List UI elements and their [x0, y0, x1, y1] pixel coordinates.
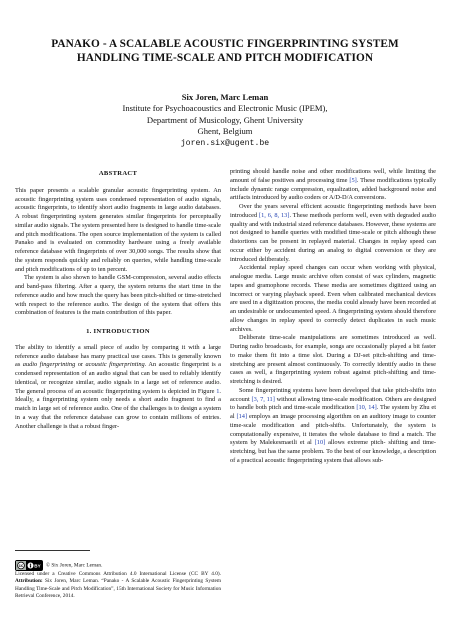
creative-commons-icon	[15, 560, 43, 571]
right-paragraph-2	[230, 203, 436, 264]
figure-reference-link[interactable]: 1	[216, 387, 220, 395]
intro-text-c: . An acoustic fingerprint is a condensed representation of an audio signal that can be used to reliably identify identical, or recognize similar, audio signals in a large set of reference audio. The general process of an acoustic fingerprinting system is depicted in Figure	[15, 361, 221, 395]
citation-link[interactable]: [14]	[236, 413, 248, 420]
right-p5-text-b: without allowing time-scale modification. Others are designed to handle both pitch and time-scale modification	[230, 395, 436, 412]
affiliation-line-1: Institute for Psychoacoustics and Electronic Music (IPEM),	[122, 103, 328, 114]
attribution-label: Attribution:	[15, 578, 43, 585]
license-footnote	[15, 560, 221, 600]
license-text	[15, 571, 221, 600]
intro-emphasis-1: audio fingerprinting	[22, 361, 76, 369]
footnote-rule	[15, 550, 90, 551]
svg-text:cc: cc	[18, 563, 24, 569]
author-block	[20, 92, 430, 149]
right-column	[230, 168, 436, 466]
copyright-text: © Six Joren, Marc Leman.	[46, 562, 103, 569]
right-p5-text-d: employs an image processing algorithm on an auditory image to counter time-scale modification and pitch-shifts. Unfortunately, the system is computationally expensive, it iterates the whole database to find a match. The system by Malekesmaeili et al	[230, 413, 437, 447]
intro-emphasis-2: acoustic fingerprinting	[85, 361, 145, 369]
author-names: Six Joren, Marc Leman	[181, 92, 269, 102]
introduction-paragraph-1	[15, 344, 221, 432]
title-line-1: PANAKO - A SCALABLE ACOUSTIC FINGERPRINTING SYSTEM	[51, 38, 399, 50]
right-p5-text-e: allows extreme pitch- shifting and time-stretching, but has the same problem. To the best of our knowledge, a description of a practical acoustic fingerprinting system that allows sub-	[230, 439, 436, 464]
left-column	[15, 168, 221, 431]
citation-link[interactable]: [1, 6, 8, 13]	[259, 211, 290, 219]
right-paragraph-1	[230, 168, 436, 203]
citation-link[interactable]: [10]	[314, 439, 326, 447]
right-p1-text-a: printing should handle noise and other modifications well, while limiting the amount of false positives and processing time	[230, 168, 436, 184]
paper-title	[20, 38, 430, 65]
citation-link[interactable]: [5]	[349, 176, 357, 184]
affiliation-line-2: Department of Musicology, Ghent University	[146, 114, 304, 125]
intro-text-a: The ability to identify a small piece of audio by comparing it with a large reference audio database has many practical use cases. This is generally known as	[15, 343, 221, 369]
svg-text:BY: BY	[34, 563, 41, 569]
abstract-paragraph-2: The system is also shown to handle GSM-compression, several audio effects and band-pass filtering. After a query, the system returns the start time in the reference audio and how much the query has been pitch-shifted or time-stretched with respect to the reference audio. The design of the system that offers this combination of features is the main contribution of this paper.	[15, 274, 221, 317]
author-email[interactable]: joren.six@ugent.be	[180, 138, 270, 148]
right-p2-text-b: . These methods perform well, even with degraded audio quality and with industrial sized reference databases. However, these systems are not designed to handle queries with modified time-scale or pitch although these distortions can be present in replayed material. Changes in replay speed can occur either by accident during an analog to digital conversion or they are introduced deliberately.	[230, 211, 436, 263]
citation-link[interactable]: [10, 14]	[356, 404, 377, 412]
right-paragraph-5	[230, 387, 436, 466]
right-p1-text-b: . These modifications typically include dynamic range compression, equalization, added background noise and artifacts introduced by audio coders or A/D-D/A conversions.	[230, 176, 436, 202]
right-p2-text-a: Over the years several efficient acoustic fingerprinting methods have been introduced	[230, 203, 436, 219]
right-p5-text-c: . The system by Zhu et al	[230, 404, 436, 420]
abstract-heading: ABSTRACT	[98, 170, 138, 177]
citation-link[interactable]: [3, 7, 11]	[251, 395, 275, 403]
author-location: Ghent, Belgium	[197, 126, 253, 137]
copyright-line	[15, 560, 221, 571]
abstract-paragraph-1: This paper presents a scalable granular acoustic fingerprinting system. An acoustic fingerprinting system uses condensed representation of audio signals, acoustic fingerprints, to identify short audio fragments in large audio databases. A robust fingerprinting system generates similar fingerprints for perceptually similar audio signals. The system presented here is designed to handle time-scale and pitch modifications. The open source implementation of the system is called Panako and is evaluated on commodity hardware using a freely available reference database with fingerprints of over 30,000 songs. The results show that the system responds quickly and reliably on queries, while handling time-scale and pitch modifications of up to ten percent.	[15, 186, 221, 273]
license-text-a: Licensed under a Creative Commons Attribution 4.0 International License (CC BY 4.0).	[15, 571, 221, 577]
right-paragraph-4: Deliberate time-scale manipulations are sometimes introduced as well. During radio broadcasts, for example, songs are occasionally played a bit faster to make them fit into a time slot. During a DJ-set pitch-shifting and time-stretching are present almost continuously. To correctly identify audio in these cases as well, a fingerprinting system robust against pitch-shifting and time-stretching is desired.	[230, 334, 436, 385]
license-text-b: Six Joren, Marc Leman. “Panako - A Scalable Acoustic Fingerprinting System Handling Time-Scale and Pitch Modification”, 15th International Society for Music Information Retrieval Conference, 2014.	[15, 578, 221, 599]
title-line-2: HANDLING TIME-SCALE AND PITCH MODIFICATION	[76, 51, 374, 64]
right-paragraph-3: Accidental replay speed changes can occur when working with physical, analogue media. Large music archive often consist of wax cylinders, magnetic tapes and gramophone records. These media are sometimes digitized using an incorrect or varying playback speed. Even when calibrated mechanical devices are used in a digitization process, the media could already have been recorded at an undesirable or undocumented speed. A fingerprinting system should therefore allow changes in replay speed to correctly detect duplicates in such music archives.	[230, 264, 436, 333]
intro-text-d: . Ideally, a fingerprinting system only needs a short audio fragment to find a match in large set of reference audio. One of the challenges is to design a system in a way that the reference database can grow to contain millions of entries. Another challenge is that a robust finger-	[15, 387, 221, 430]
right-p5-text-a: Some fingerprinting systems have been developed that take pitch-shifts into account	[230, 386, 436, 403]
introduction-heading: 1. INTRODUCTION	[86, 328, 150, 335]
intro-text-b: or	[75, 361, 86, 369]
